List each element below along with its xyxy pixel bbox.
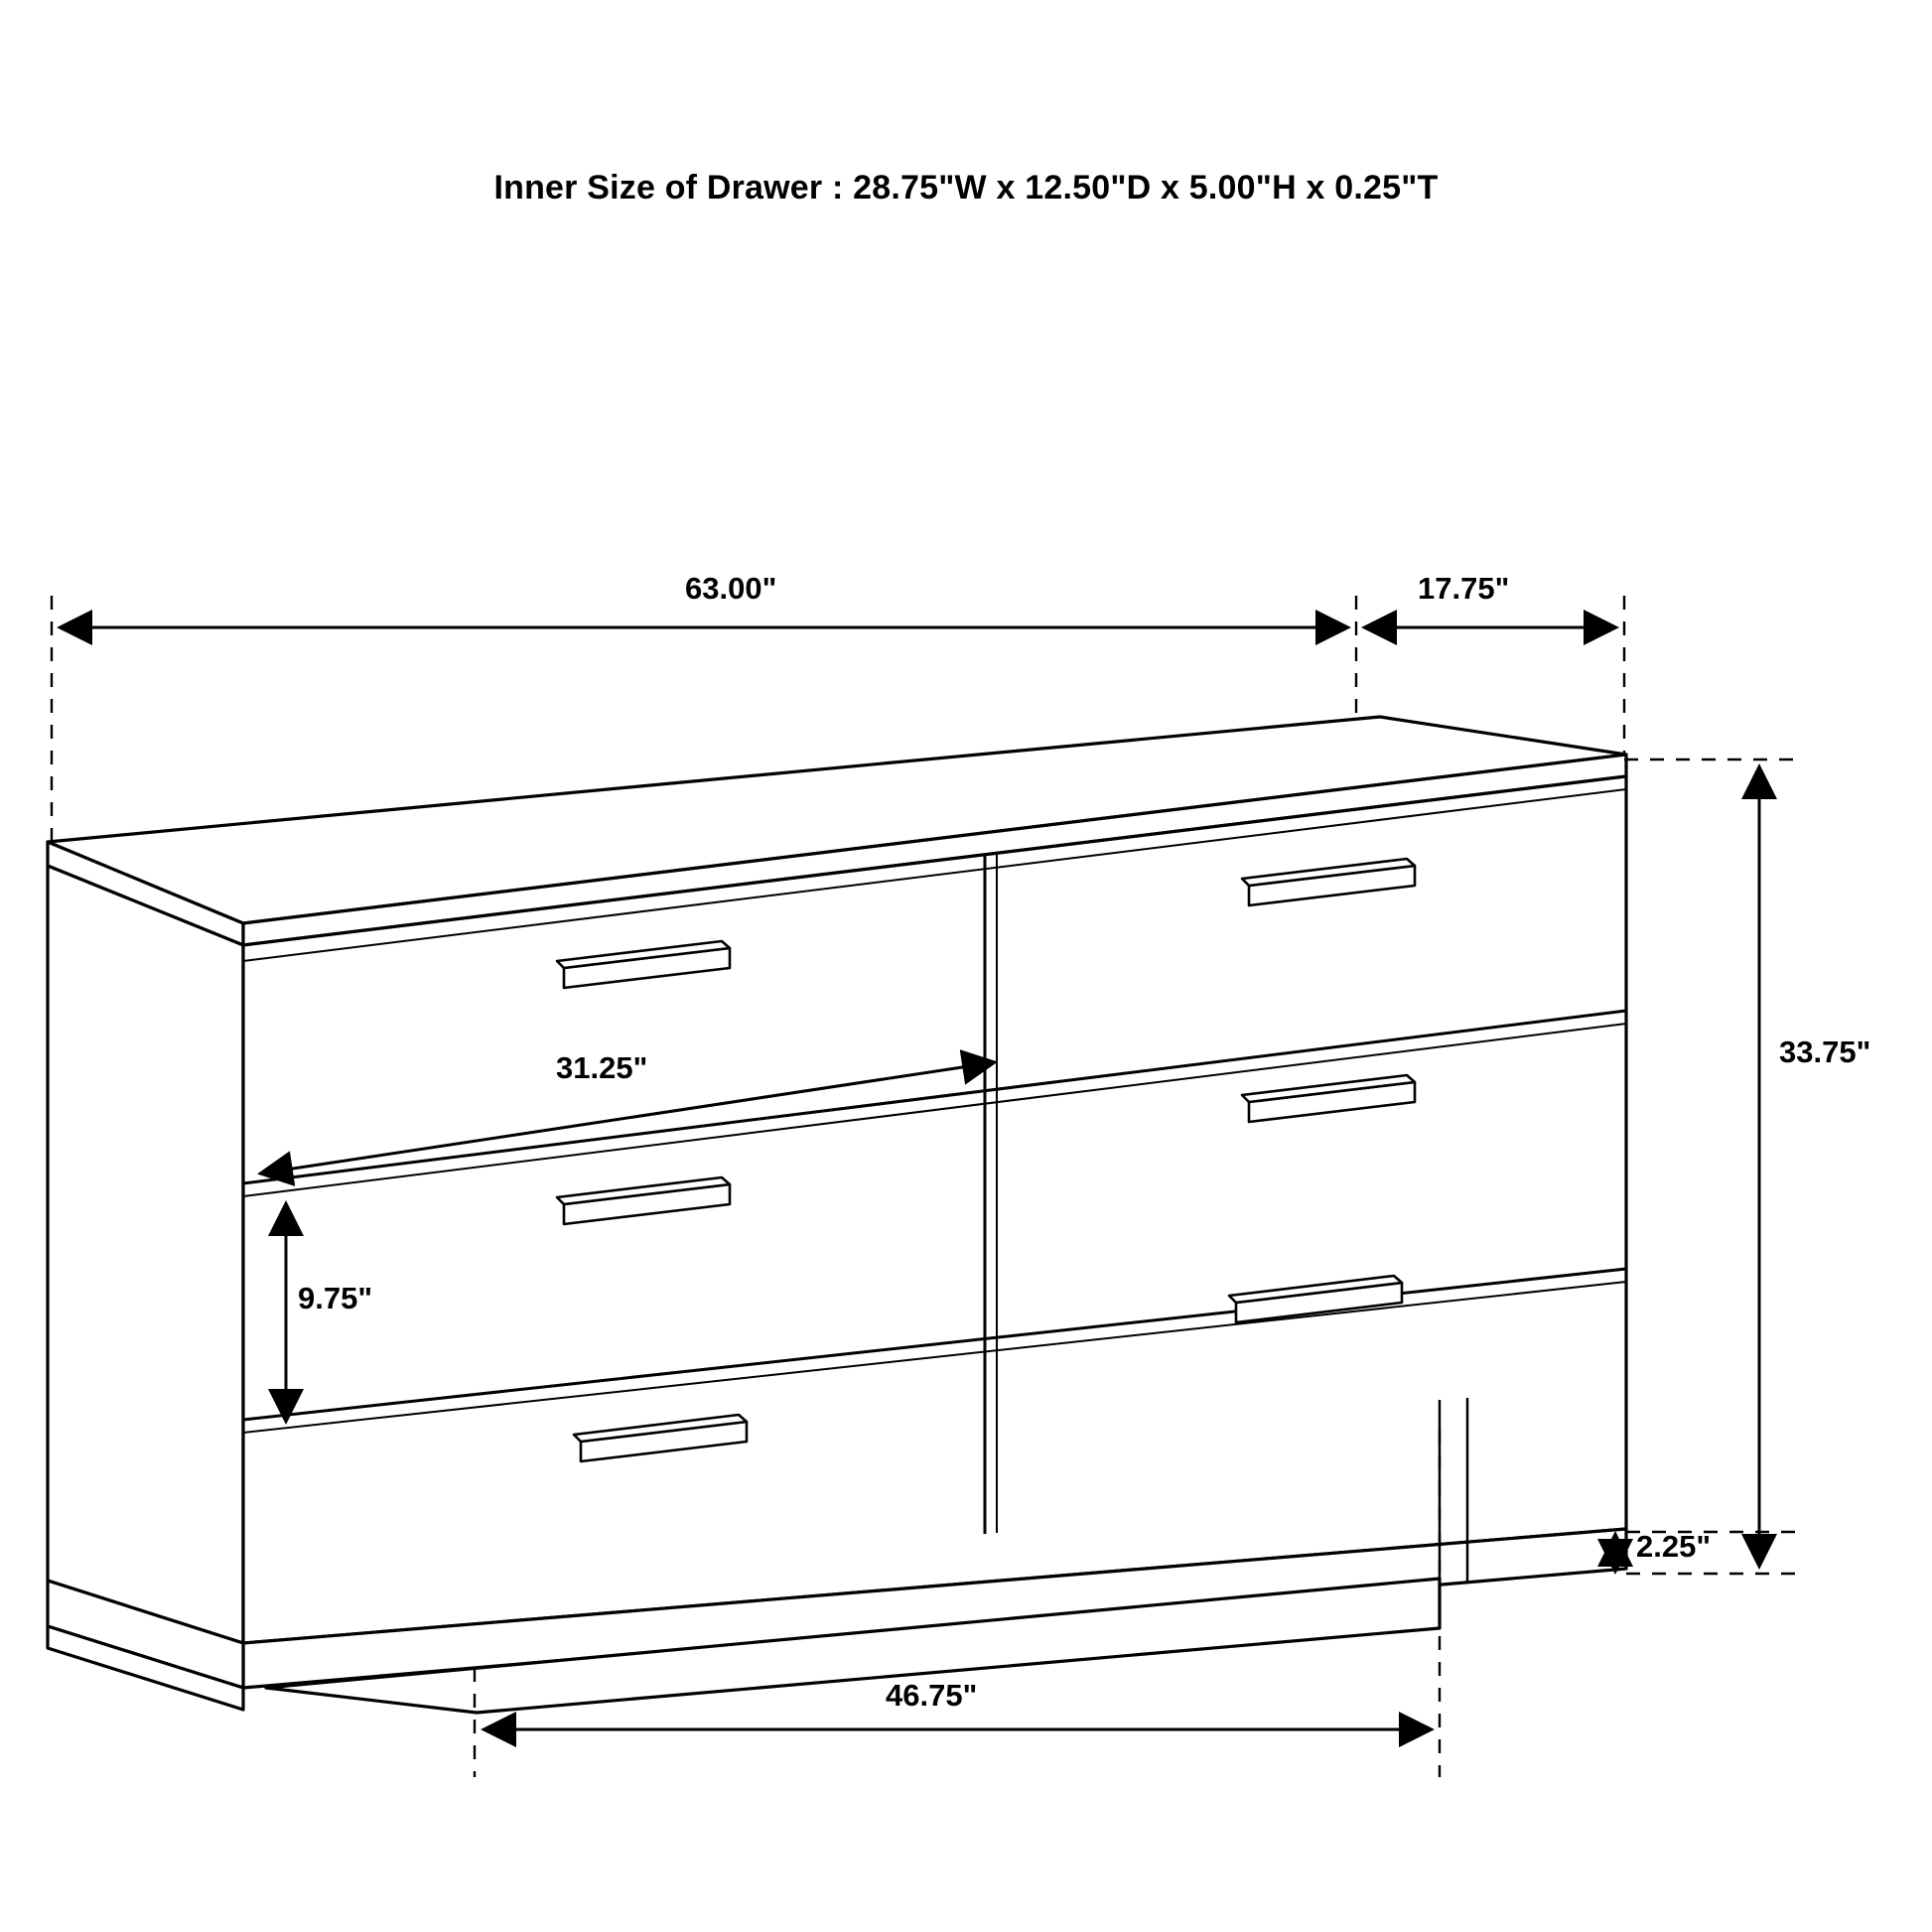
label-drawer-front-height: 9.75" [298,1281,373,1315]
page-title: Inner Size of Drawer : 28.75"W x 12.50"D x 5.00"H x 0.25"T [493,169,1439,207]
label-drawer-front-width: 31.25" [556,1050,648,1085]
label-overall-height: 33.75" [1779,1035,1871,1069]
label-base-height: 2.25" [1636,1529,1712,1564]
label-overall-width: 63.00" [685,571,777,606]
dresser-left-side-panel [48,866,243,1643]
label-base-front-width: 46.75" [886,1678,978,1713]
label-depth: 17.75" [1418,571,1510,606]
